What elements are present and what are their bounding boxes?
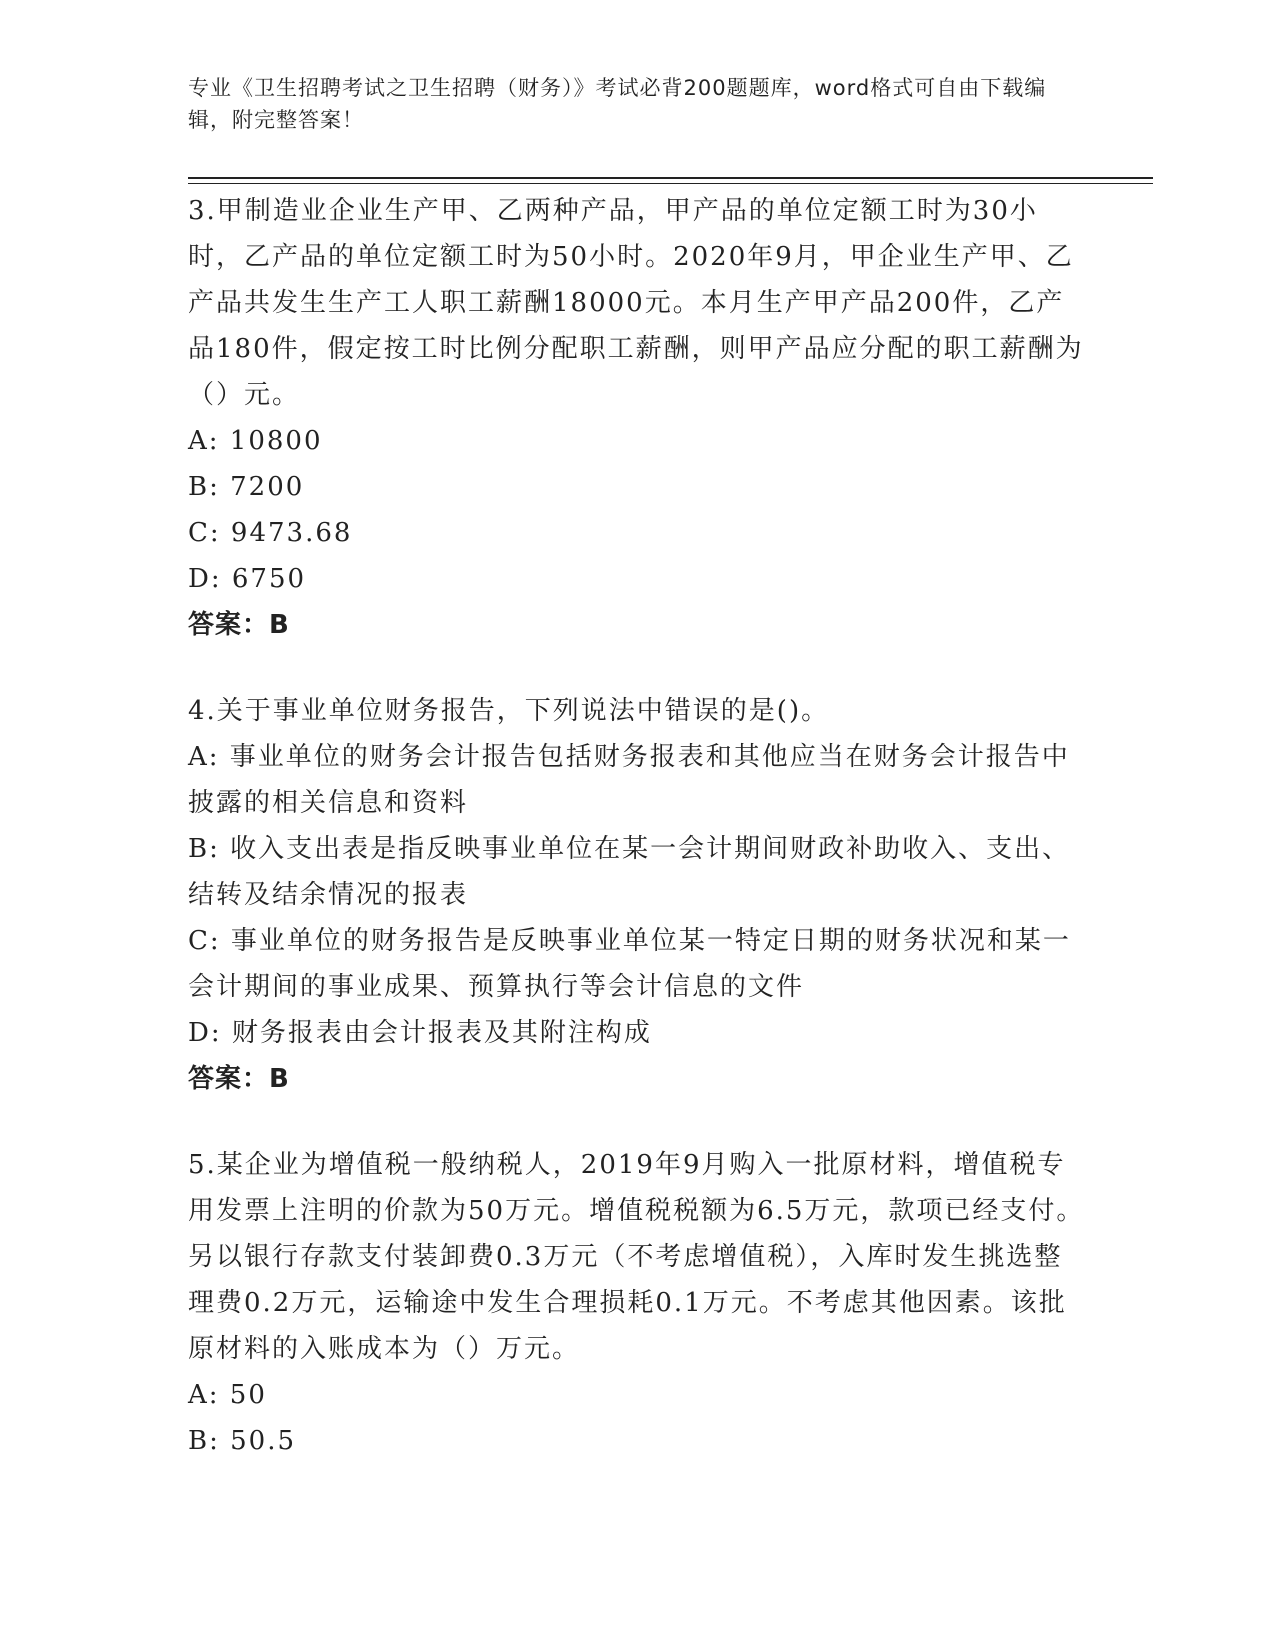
option-a: A: 10800 xyxy=(188,426,323,456)
document-header: 专业《卫生招聘考试之卫生招聘（财务）》考试必背200题题库，word格式可自由下载编辑，附完整答案！ xyxy=(188,76,1047,132)
option-c: C: 事业单位的财务报告是反映事业单位某一特定日期的财务状况和某一会计期间的事业成果、预算执行等会计信息的文件 xyxy=(188,926,1071,1002)
question-stem: 4.关于事业单位财务报告，下列说法中错误的是()。 xyxy=(188,696,830,726)
option-d: D: 财务报表由会计报表及其附注构成 xyxy=(188,1018,652,1048)
option-a: A: 事业单位的财务会计报告包括财务报表和其他应当在财务会计报告中披露的相关信息和资料 xyxy=(188,742,1070,818)
question-list xyxy=(188,188,1088,1504)
question-4 xyxy=(188,688,1088,1102)
header-divider-thick xyxy=(188,177,1153,179)
question-stem: 5.某企业为增值税一般纳税人，2019年9月购入一批原材料，增值税专用发票上注明的价款为50万元。增值税税额为6.5万元，款项已经支付。另以银行存款支付装卸费0.3万元（不考虑增值税），入库时发生挑选整理费0.2万元，运输途中发生合理损耗0.1万元。不考虑其他因素。该批原材料的入账成本为（）万元。 xyxy=(188,1150,1085,1364)
answer-line: 答案：B xyxy=(188,610,290,640)
answer-line: 答案：B xyxy=(188,1064,290,1094)
option-b: B: 收入支出表是指反映事业单位在某一会计期间财政补助收入、支出、结转及结余情况的报表 xyxy=(188,834,1071,910)
question-3 xyxy=(188,188,1088,648)
question-5 xyxy=(188,1142,1088,1464)
header-divider-thin xyxy=(188,183,1153,184)
question-stem: 3.甲制造业企业生产甲、乙两种产品，甲产品的单位定额工时为30小时，乙产品的单位定额工时为50小时。2020年9月，甲企业生产甲、乙产品共发生生产工人职工薪酬18000元。本月生产甲产品200件，乙产品180件，假定按工时比例分配职工薪酬，则甲产品应分配的职工薪酬为（）元。 xyxy=(188,196,1084,410)
option-d: D: 6750 xyxy=(188,564,307,594)
option-b: B: 7200 xyxy=(188,472,305,502)
option-c: C: 9473.68 xyxy=(188,518,353,548)
option-a: A: 50 xyxy=(188,1380,267,1410)
option-b: B: 50.5 xyxy=(188,1426,297,1456)
